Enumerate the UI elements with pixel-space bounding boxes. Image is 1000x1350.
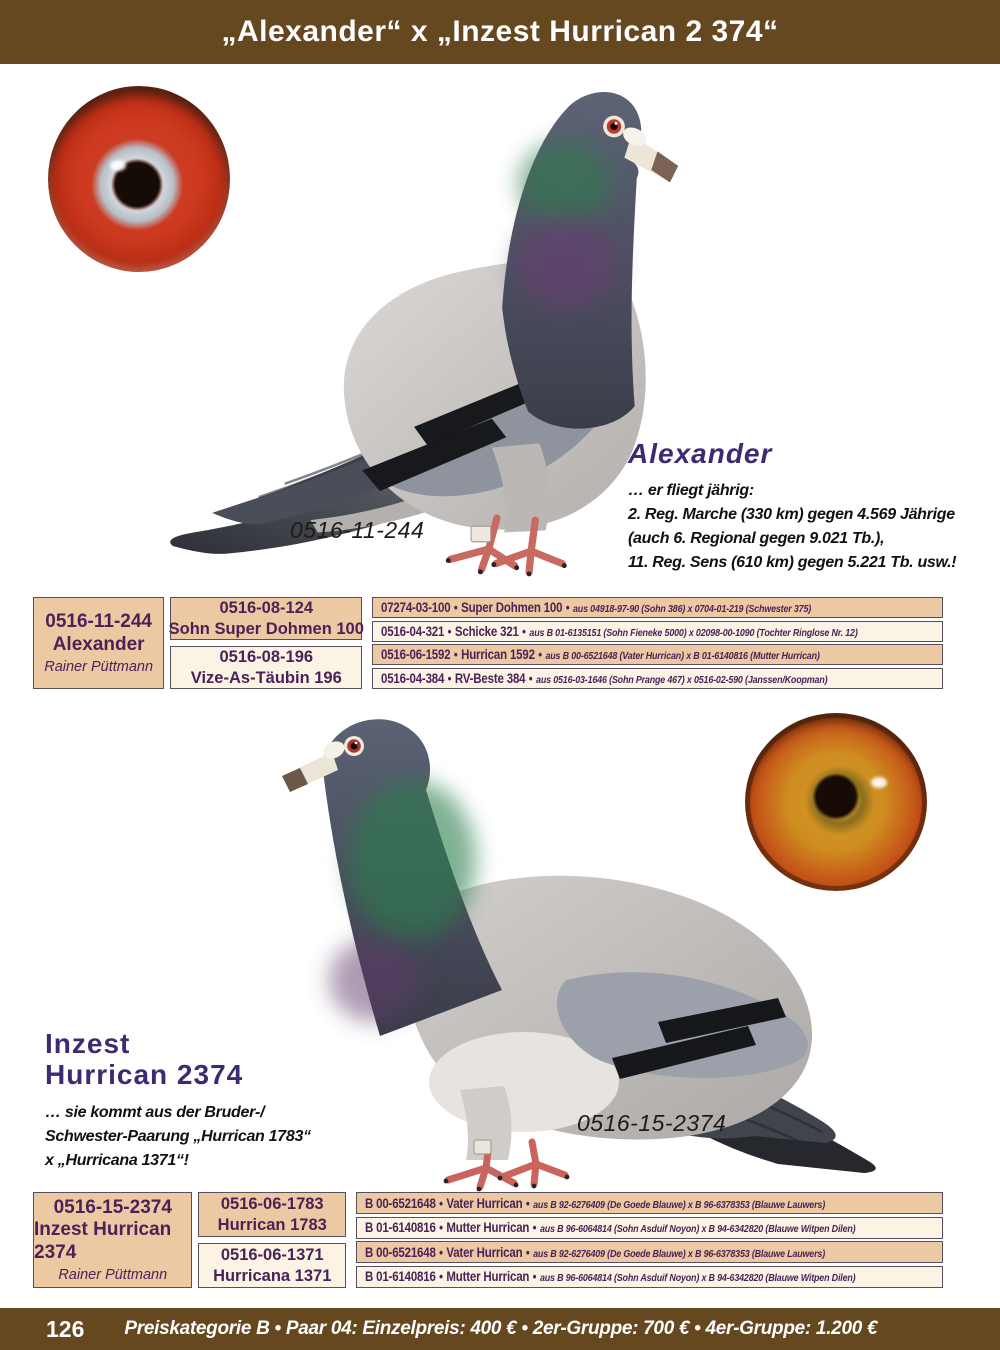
bird-title-hurrican bbox=[45, 1028, 405, 1091]
pedigree-row bbox=[356, 1241, 943, 1263]
bird-name: Vater Hurrican bbox=[446, 1244, 523, 1260]
bullet-separator: • bbox=[439, 1220, 443, 1236]
bird-name: Hurrican 1592 bbox=[461, 647, 536, 663]
bird-name: Mutter Hurrican bbox=[446, 1220, 530, 1236]
description-line: x „Hurricana 1371“! bbox=[45, 1151, 189, 1169]
sire-cell bbox=[198, 1192, 346, 1237]
header-bar bbox=[0, 0, 1000, 64]
pedigree-table-alexander bbox=[33, 597, 943, 689]
bullet-separator: • bbox=[454, 647, 458, 663]
parentage-details: aus B 92-6276409 (De Goede Blauwe) x B 96-6378353 (Blauwe Lauwers) bbox=[533, 1247, 825, 1260]
bullet-separator: • bbox=[532, 1220, 537, 1236]
bird-name: Mutter Hurrican bbox=[446, 1269, 530, 1285]
subject-cell bbox=[33, 597, 164, 689]
parentage-details: aus B 01-6135151 (Sohn Fieneke 5000) x 02098-00-1090 (Tochter Ringlose Nr. 12) bbox=[529, 626, 858, 639]
leg-band bbox=[474, 1140, 491, 1154]
parentage-details: aus B 92-6276409 (De Goede Blauwe) x B 96-6378353 (Blauwe Lauwers) bbox=[533, 1198, 825, 1211]
pedigree-row bbox=[356, 1192, 943, 1214]
ring-number: B 01-6140816 bbox=[364, 1220, 436, 1236]
ring-number: B 00-6521648 bbox=[364, 1244, 436, 1260]
bullet-separator: • bbox=[522, 623, 527, 639]
subject-name: Inzest Hurrican 2374 bbox=[34, 1219, 172, 1263]
bullet-separator: • bbox=[565, 600, 570, 615]
bird-title-line2: Hurrican 2374 bbox=[45, 1059, 244, 1091]
dam-ring: 0516-06-1371 bbox=[220, 1246, 324, 1265]
bird-name: Schicke 321 bbox=[455, 623, 520, 639]
bullet-separator: • bbox=[538, 647, 543, 663]
bird-title-line1: Inzest bbox=[45, 1028, 131, 1059]
bullet-separator: • bbox=[529, 670, 533, 686]
leg-band bbox=[471, 526, 491, 542]
dam-name: Vize-As-Täubin 196 bbox=[190, 668, 342, 687]
pedigree-row bbox=[372, 621, 943, 642]
description-line: … sie kommt aus der Bruder-/ bbox=[45, 1103, 265, 1121]
pigeon-eye bbox=[603, 116, 625, 138]
dam-ring: 0516-08-196 bbox=[219, 648, 314, 667]
ring-number: B 00-6521648 bbox=[364, 1195, 436, 1211]
ring-number: 07274-03-100 bbox=[381, 600, 451, 615]
parentage-details: aus 0516-03-1646 (Sohn Prange 467) x 0516-02-590 (Janssen/Koopman) bbox=[536, 673, 828, 686]
pedigree-row bbox=[372, 597, 943, 618]
subject-breeder: Rainer Püttmann bbox=[44, 658, 154, 675]
bullet-separator: • bbox=[439, 1269, 443, 1285]
pedigree-row bbox=[356, 1266, 943, 1288]
bullet-separator: • bbox=[525, 1244, 530, 1260]
pedigree-row bbox=[372, 644, 943, 665]
bullet-separator: • bbox=[532, 1269, 537, 1285]
parentage-details: aus B 96-6064814 (Sohn Asduif Noyon) x B 94-6342820 (Blauwe Witpen Dilen) bbox=[539, 1272, 856, 1285]
bird-name: Vater Hurrican bbox=[446, 1195, 523, 1211]
bird-name: RV-Beste 384 bbox=[455, 670, 526, 686]
sire-name: Sohn Super Dohmen 100 bbox=[168, 619, 364, 638]
bullet-separator: • bbox=[447, 623, 452, 639]
performance-line: … er fliegt jährig: bbox=[628, 482, 754, 500]
pigeon-eye bbox=[344, 736, 364, 756]
parents-column bbox=[170, 597, 362, 689]
footer-bar bbox=[0, 1308, 1000, 1350]
performance-line: (auch 6. Regional gegen 9.021 Tb.), bbox=[628, 530, 885, 548]
bullet-separator: • bbox=[439, 1244, 443, 1260]
performance-line: 2. Reg. Marche (330 km) gegen 4.569 Jährige bbox=[628, 506, 955, 524]
parentage-details: aus 04918-97-90 (Sohn 386) x 0704-01-219 (Schwester 375) bbox=[573, 603, 812, 615]
parentage-details: aus B 00-6521648 (Vater Hurrican) x B 01-6140816 (Mutter Hurrican) bbox=[545, 650, 820, 663]
pigeon-neck-head bbox=[322, 719, 502, 1036]
subject-breeder: Rainer Püttmann bbox=[58, 1266, 168, 1283]
subject-ring: 0516-15-2374 bbox=[53, 1197, 172, 1219]
pedigree-row bbox=[356, 1217, 943, 1239]
pedigree-table-hurrican bbox=[33, 1192, 943, 1288]
subject-cell bbox=[33, 1192, 192, 1288]
ring-label-hurrican: 0516-15-2374 bbox=[577, 1110, 727, 1136]
performance-line: 11. Reg. Sens (610 km) gegen 5.221 Tb. usw.! bbox=[628, 554, 957, 572]
dam-name: Hurricana 1371 bbox=[213, 1266, 332, 1285]
subject-ring: 0516-11-244 bbox=[45, 611, 152, 633]
bullet-separator: • bbox=[439, 1195, 443, 1211]
grandparents-column bbox=[372, 597, 943, 689]
ring-number: 0516-06-1592 bbox=[381, 647, 451, 663]
pedigree-row bbox=[372, 668, 943, 689]
ring-number: B 01-6140816 bbox=[364, 1269, 436, 1285]
pigeon-neck-head bbox=[502, 92, 641, 429]
bird-title-alexander: Alexander bbox=[628, 438, 773, 469]
dam-cell bbox=[170, 646, 362, 689]
alexander-description bbox=[628, 438, 998, 575]
bullet-separator: • bbox=[454, 600, 458, 615]
price-line: Preiskategorie B • Paar 04: Einzelpreis: 400 € • 2er-Gruppe: 700 € • 4er-Gruppe: 1.200 € bbox=[124, 1318, 878, 1339]
page-number: 126 bbox=[46, 1315, 85, 1342]
grandparents-column bbox=[356, 1192, 943, 1288]
sire-ring: 0516-08-124 bbox=[219, 599, 314, 618]
hurrican-description bbox=[45, 1028, 405, 1173]
bullet-separator: • bbox=[447, 670, 452, 686]
subject-name: Alexander bbox=[52, 633, 145, 655]
sire-ring: 0516-06-1783 bbox=[220, 1195, 324, 1214]
bullet-separator: • bbox=[525, 1195, 530, 1211]
description-line: Schwester-Paarung „Hurrican 1783“ bbox=[45, 1127, 311, 1145]
ring-number: 0516-04-321 bbox=[381, 623, 445, 639]
page-title: „Alexander“ x „Inzest Hurrican 2 374“ bbox=[221, 15, 779, 48]
sire-name: Hurrican 1783 bbox=[217, 1215, 327, 1234]
ring-number: 0516-04-384 bbox=[381, 670, 445, 686]
bird-name: Super Dohmen 100 bbox=[461, 600, 563, 615]
ring-label-alexander: 0516-11-244 bbox=[290, 517, 425, 543]
parents-column bbox=[198, 1192, 346, 1288]
parentage-details: aus B 96-6064814 (Sohn Asduif Noyon) x B 94-6342820 (Blauwe Witpen Dilen) bbox=[539, 1223, 856, 1236]
dam-cell bbox=[198, 1243, 346, 1288]
sire-cell bbox=[170, 597, 362, 640]
